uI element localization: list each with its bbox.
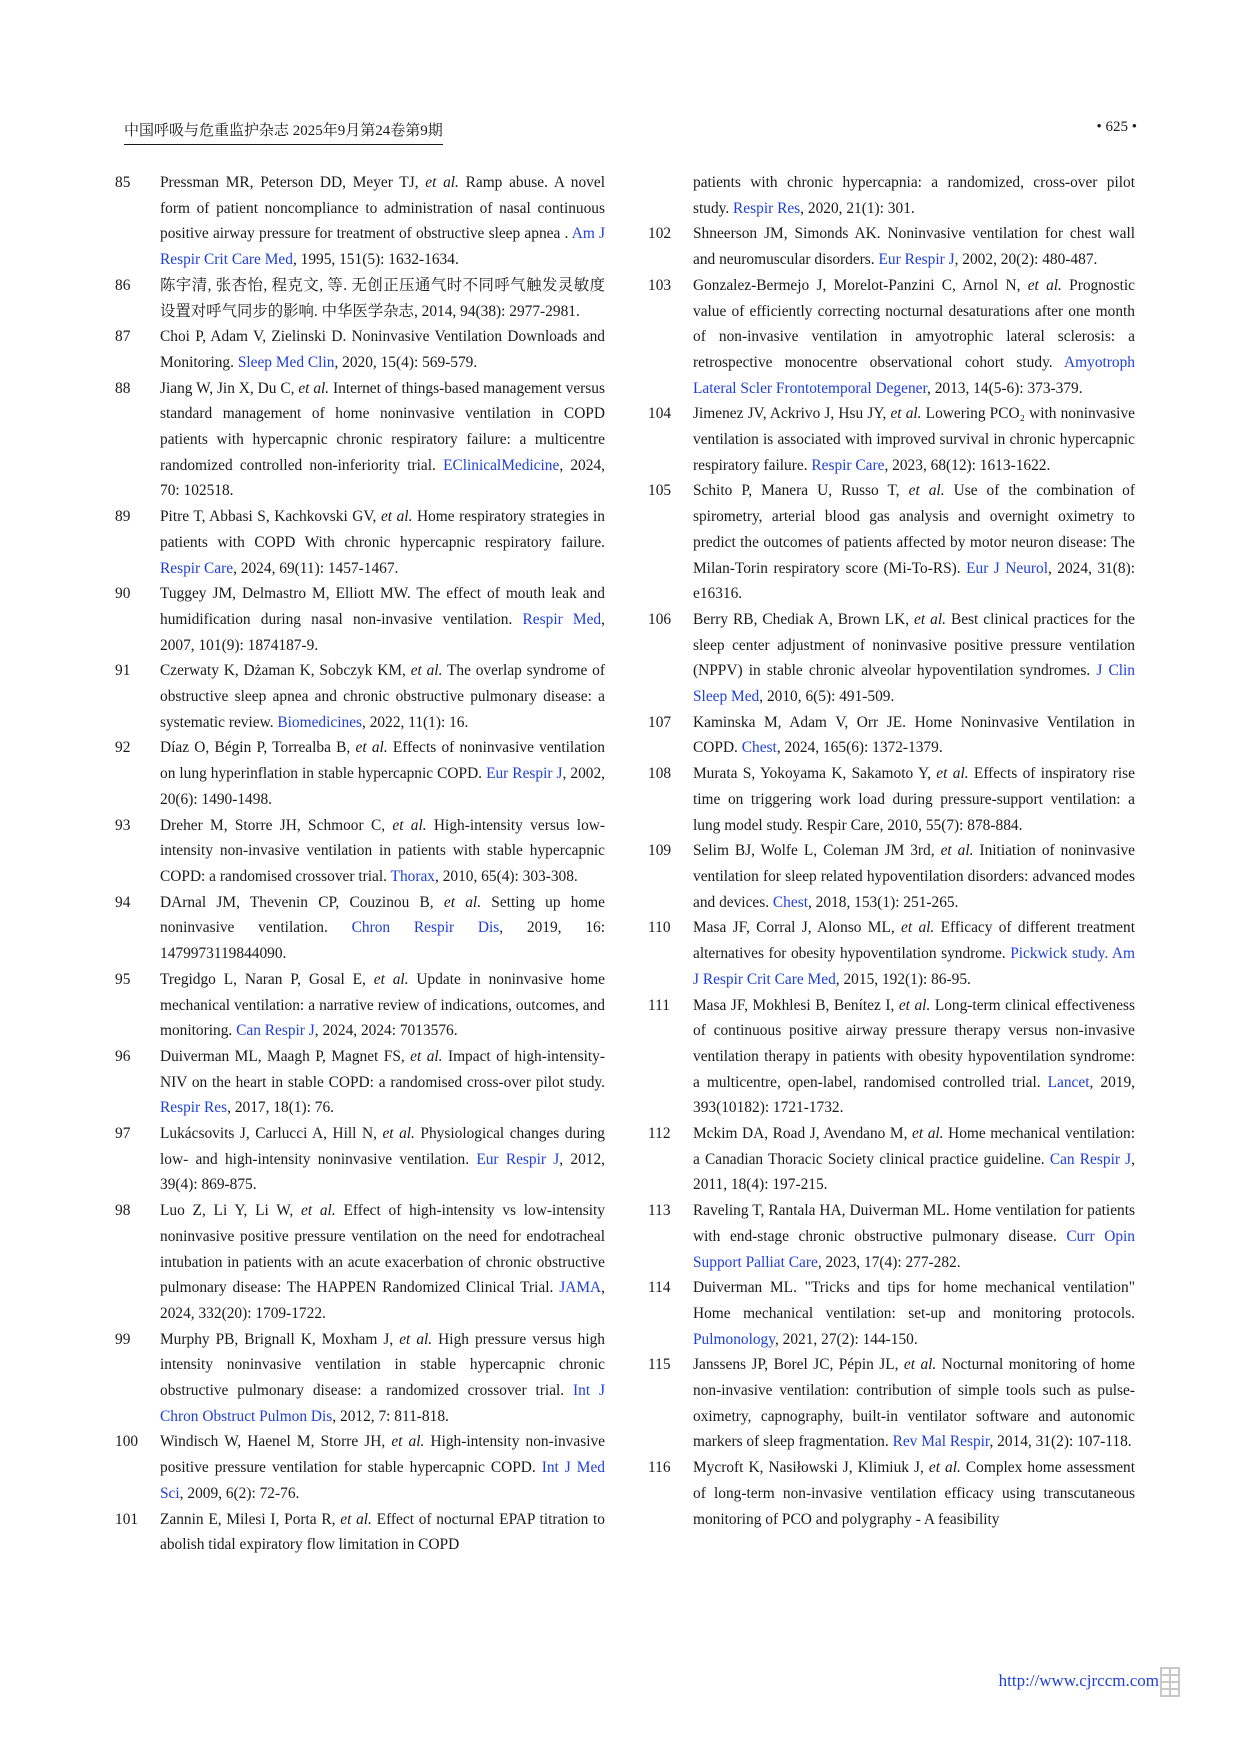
- reference-volume-pages: , 2002, 20(2): 480-487.: [954, 251, 1098, 269]
- reference-entry: [115, 170, 605, 273]
- reference-citation: Windisch W, Haenel M, Storre JH, et al. High-intensity non-invasive positive pressure ventilation for stable hypercapnic COPD.: [160, 1433, 605, 1477]
- reference-text: [693, 273, 1135, 402]
- reference-number: 97: [115, 1125, 131, 1143]
- reference-entry: [648, 273, 1135, 402]
- reference-volume-pages: , 2023, 17(4): 277-282.: [817, 1253, 961, 1271]
- reference-number: 94: [115, 893, 131, 911]
- reference-volume-pages: , 2024, 70: 102518.: [160, 456, 605, 500]
- reference-volume-pages: , 2022, 11(1): 16.: [362, 713, 469, 731]
- journal-link[interactable]: Sleep Med Clin: [237, 353, 335, 371]
- reference-text: [160, 1327, 605, 1430]
- reference-entry: [648, 761, 1135, 838]
- reference-text: [693, 1275, 1135, 1352]
- reference-text: [160, 1121, 605, 1198]
- reference-entry: [115, 890, 605, 967]
- journal-link[interactable]: Pulmonology: [693, 1330, 775, 1348]
- reference-volume-pages: , 2024, 31(8): e16316.: [693, 559, 1135, 603]
- journal-link[interactable]: Chest: [772, 893, 808, 911]
- reference-volume-pages: , 2011, 18(4): 197-215.: [693, 1150, 1135, 1194]
- reference-number: 98: [115, 1202, 131, 1220]
- reference-number: 104: [648, 405, 672, 423]
- reference-volume-pages: , 2007, 101(9): 1874187-9.: [160, 610, 605, 654]
- journal-link[interactable]: Chest: [741, 739, 777, 757]
- journal-title: 中国呼吸与危重监护杂志 2025年9月第24卷第9期: [124, 119, 443, 145]
- reference-text: [160, 324, 605, 375]
- reference-number: 105: [648, 482, 672, 500]
- reference-text: [693, 607, 1135, 710]
- reference-text: [160, 1198, 605, 1327]
- reference-volume-pages: , 2023, 68(12): 1613-1622.: [884, 456, 1051, 474]
- reference-number: 86: [115, 276, 131, 294]
- reference-entry: [648, 170, 1135, 221]
- reference-text: [693, 1121, 1135, 1198]
- reference-volume-pages: , 2024, 332(20): 1709-1722.: [160, 1279, 605, 1322]
- reference-citation: Duiverman ML. "Tricks and tips for home mechanical ventilation" Home mechanical ventilation: set-up and monitoring protocols.: [693, 1279, 1135, 1322]
- reference-entry: [648, 607, 1135, 710]
- journal-link[interactable]: JAMA: [559, 1279, 602, 1297]
- reference-number: 116: [648, 1459, 671, 1477]
- reference-volume-pages: , 2021, 27(2): 144-150.: [774, 1330, 918, 1348]
- reference-volume-pages: , 2012, 7: 811-818.: [332, 1407, 449, 1425]
- reference-number: 113: [648, 1202, 671, 1220]
- reference-entry: [648, 838, 1135, 915]
- reference-entry: [115, 967, 605, 1044]
- journal-link[interactable]: Respir Res: [733, 199, 801, 217]
- reference-number: 99: [115, 1330, 131, 1348]
- reference-volume-pages: , 2024, 165(6): 1372-1379.: [776, 739, 943, 757]
- reference-citation: patients with chronic hypercapnia: a randomized, cross-over pilot study.: [693, 174, 1135, 217]
- reference-citation: Zannin E, Milesi I, Porta R, et al. Effect of nocturnal EPAP titration to abolish tidal expiratory flow limitation in COPD: [160, 1510, 606, 1554]
- reference-number: 87: [115, 328, 131, 346]
- reference-volume-pages: , 2017, 18(1): 76.: [227, 1099, 334, 1117]
- reference-number: 114: [648, 1279, 671, 1297]
- reference-number: 115: [648, 1356, 671, 1374]
- reference-volume-pages: , 2010, 65(4): 303-308.: [435, 867, 578, 885]
- reference-volume-pages: , 2018, 153(1): 251-265.: [807, 893, 959, 911]
- reference-text: [693, 710, 1135, 761]
- reference-citation: Schito P, Manera U, Russo T, et al. Use of the combination of spirometry, arterial blood gas analysis and overnight oximetry to predict the outcomes of patients affected by motor neuron disease: The Milan-Torin respiratory score (Mi-To-RS).: [693, 482, 1135, 577]
- reference-volume-pages: , 2019, 16: 1479973119844090.: [160, 919, 605, 963]
- reference-entry: [115, 658, 605, 735]
- reference-citation: Jimenez JV, Ackrivo J, Hsu JY, et al. Lowering PCO₂ with noninvasive ventilation is associated with improved survival in chronic hypercapnic respiratory failure.: [693, 405, 1135, 474]
- reference-text: [160, 581, 605, 658]
- reference-entry: [648, 1121, 1135, 1198]
- reference-volume-pages: , 2010, 6(5): 491-509.: [759, 688, 895, 706]
- reference-number: 88: [115, 379, 131, 397]
- reference-citation: 陈宇清, 张杏怡, 程克文, 等. 无创正压通气时不同呼气触发灵敏度设置对呼气同步的影响. 中华医学杂志, 2014, 94(38): 2977-2981.: [160, 276, 605, 320]
- journal-link[interactable]: Respir Res: [160, 1099, 228, 1117]
- journal-link[interactable]: J Clin Sleep Med: [693, 662, 1135, 706]
- reference-volume-pages: , 2009, 6(2): 72-76.: [179, 1484, 300, 1502]
- reference-entry: [648, 478, 1135, 607]
- reference-number: 102: [648, 225, 672, 243]
- journal-link[interactable]: Thorax: [390, 867, 435, 885]
- reference-citation: DArnal JM, Thevenin CP, Couzinou B, et al. Setting up home noninvasive ventilation.: [160, 893, 605, 937]
- reference-number: 90: [115, 585, 131, 603]
- reference-text: [693, 761, 1135, 838]
- journal-link[interactable]: Eur J Neurol: [966, 559, 1048, 577]
- reference-volume-pages: , 2020, 15(4): 569-579.: [334, 353, 478, 371]
- reference-entry: [115, 735, 605, 812]
- reference-number: 103: [648, 276, 672, 294]
- journal-link[interactable]: Curr Opin Support Palliat Care: [693, 1227, 1135, 1271]
- reference-citation: Mycroft K, Nasiłowski J, Klimiuk J, et al. Complex home assessment of long-term non-invasive ventilation efficacy using transcutaneous monitoring of PCO and polygraphy - A feasibility: [693, 1459, 1136, 1528]
- reference-number: 96: [115, 1047, 131, 1065]
- reference-number: 100: [115, 1433, 139, 1451]
- reference-entry: [648, 915, 1135, 992]
- reference-number: 106: [648, 610, 672, 628]
- reference-citation: Mckim DA, Road J, Avendano M, et al. Home mechanical ventilation: a Canadian Thoracic Society clinical practice guideline.: [693, 1125, 1135, 1168]
- reference-number: 93: [115, 816, 131, 834]
- reference-number: 109: [648, 842, 672, 860]
- journal-link[interactable]: Respir Care: [811, 456, 885, 474]
- reference-entry: [648, 1455, 1135, 1532]
- journal-link[interactable]: Respir Care: [160, 559, 234, 577]
- reference-text: [160, 658, 605, 735]
- journal-link[interactable]: Amyotroph Lateral Scler Frontotemporal Degener: [693, 353, 1135, 397]
- reference-number: 95: [115, 970, 131, 988]
- reference-number: 92: [115, 739, 131, 757]
- journal-link[interactable]: Chron Respir Dis: [351, 919, 500, 937]
- reference-entry: [115, 1198, 605, 1327]
- reference-entry: [115, 581, 605, 658]
- reference-volume-pages: , 2012, 39(4): 869-875.: [160, 1150, 606, 1194]
- reference-text: [160, 735, 605, 812]
- reference-citation: Selim BJ, Wolfe L, Coleman JM 3rd, et al. Initiation of noninvasive ventilation for sleep related hypoventilation disorders: advanced modes and devices.: [693, 842, 1135, 911]
- reference-citation: Dreher M, Storre JH, Schmoor C, et al. High-intensity versus low-intensity non-invasive ventilation in patients with stable hypercapnic COPD: a randomised crossover trial.: [160, 816, 606, 885]
- reference-number: 85: [115, 174, 131, 191]
- reference-column-left: [115, 170, 605, 1558]
- reference-citation: Murata S, Yokoyama K, Sakamoto Y, et al. Effects of inspiratory rise time on triggering work load during pressure-support ventilation: a lung model study. Respir Care, 2010, 55(7): 878-884.: [693, 765, 1135, 834]
- reference-citation: Raveling T, Rantala HA, Duiverman ML. Home ventilation for patients with end-stage chronic obstructive pulmonary disease.: [693, 1202, 1135, 1245]
- reference-volume-pages: , 2020, 21(1): 301.: [800, 199, 915, 217]
- reference-entry: [648, 1352, 1135, 1455]
- reference-number: [648, 170, 693, 221]
- reference-entry: [115, 273, 605, 324]
- reference-number: 111: [648, 996, 670, 1014]
- reference-text: [693, 401, 1135, 478]
- reference-text: [160, 890, 605, 967]
- reference-volume-pages: , 2024, 2024: 7013576.: [314, 1022, 458, 1040]
- journal-link[interactable]: Int J Chron Obstruct Pulmon Dis: [160, 1382, 605, 1425]
- journal-link[interactable]: Respir Med: [522, 610, 602, 628]
- journal-link[interactable]: Eur Respir J: [476, 1150, 560, 1168]
- journal-link[interactable]: Rev Mal Respir: [892, 1433, 990, 1451]
- reference-column-right: [648, 170, 1135, 1532]
- reference-citation: Masa JF, Corral J, Alonso ML, et al. Efficacy of different treatment alternatives for obesity hypoventilation syndrome.: [693, 919, 1135, 963]
- reference-citation: Luo Z, Li Y, Li W, et al. Effect of high-intensity vs low-intensity noninvasive positive pressure ventilation on the need for endotracheal intubation in patients with an acute exacerbation of chronic obstructive pulmonary disease: The HAPPEN Randomized Clinical Trial.: [160, 1202, 605, 1297]
- reference-text: [693, 838, 1135, 915]
- reference-entry: [115, 1327, 605, 1430]
- reference-citation: Janssens JP, Borel JC, Pépin JL, et al. Nocturnal monitoring of home non-invasive ventilation: contribution of simple tools such as pulse-oximetry, capnography, built-in ventilator software and autonomic markers of sleep fragmentation.: [693, 1356, 1135, 1451]
- reference-text: [693, 1198, 1135, 1275]
- reference-text: [160, 813, 605, 890]
- reference-citation: Kaminska M, Adam V, Orr JE. Home Noninvasive Ventilation in COPD.: [693, 713, 1135, 757]
- reference-text: [160, 967, 605, 1044]
- journal-logo-icon: [1159, 1666, 1181, 1698]
- reference-volume-pages: , 2014, 31(2): 107-118.: [989, 1433, 1132, 1451]
- reference-entry: [115, 1507, 605, 1558]
- reference-entry: [648, 1275, 1135, 1352]
- reference-entry: [648, 401, 1135, 478]
- reference-entry: [115, 1121, 605, 1198]
- reference-entry: [648, 1198, 1135, 1275]
- reference-text: [693, 1352, 1135, 1455]
- reference-text: [160, 1044, 605, 1121]
- reference-text: [160, 1429, 605, 1506]
- reference-citation: Pressman MR, Peterson DD, Meyer TJ, et al. Ramp abuse. A novel form of patient noncompliance to administration of nasal continuous positive airway pressure for treatment of obstructive sleep apnea .: [160, 174, 605, 243]
- reference-citation: Tregidgo L, Naran P, Gosal E, et al. Update in noninvasive home mechanical ventilation: a narrative review of indications, outcomes, and monitoring.: [160, 970, 605, 1040]
- reference-text: [160, 1507, 605, 1558]
- reference-citation: Masa JF, Mokhlesi B, Benítez I, et al. Long-term clinical effectiveness of continuous positive airway pressure therapy versus non-invasive ventilation therapy in patients with obesity hypoventilation syndrome: a multicentre, open-label, randomised controlled trial.: [693, 996, 1136, 1091]
- reference-text: [693, 170, 1135, 221]
- journal-link[interactable]: Eur Respir J: [486, 765, 563, 783]
- journal-link[interactable]: Lancet: [1047, 1073, 1090, 1091]
- reference-text: [160, 504, 605, 581]
- reference-citation: Jiang W, Jin X, Du C, et al. Internet of things-based management versus standard management of home noninvasive ventilation in COPD patients with hypercapnic chronic respiratory failure: a multicentre randomized controlled non-inferiority trial.: [160, 379, 605, 474]
- reference-number: 110: [648, 919, 671, 937]
- reference-volume-pages: , 2019, 393(10182): 1721-1732.: [693, 1073, 1135, 1117]
- reference-number: 112: [648, 1125, 671, 1143]
- journal-link[interactable]: EClinicalMedicine: [443, 456, 560, 474]
- reference-text: [693, 1455, 1135, 1532]
- reference-entry: [115, 1044, 605, 1121]
- reference-entry: [648, 993, 1135, 1122]
- reference-text: [160, 273, 605, 324]
- journal-link[interactable]: Can Respir J: [236, 1022, 315, 1040]
- reference-entry: [648, 710, 1135, 761]
- reference-entry: [115, 1429, 605, 1506]
- reference-entry: [115, 504, 605, 581]
- reference-citation: Díaz O, Bégin P, Torrealba B, et al. Effects of noninvasive ventilation on lung hyperinflation in stable hypercapnic COPD.: [160, 739, 605, 783]
- reference-number: 107: [648, 713, 672, 731]
- reference-citation: Shneerson JM, Simonds AK. Noninvasive ventilation for chest wall and neuromuscular disorders.: [693, 225, 1135, 269]
- reference-citation: Berry RB, Chediak A, Brown LK, et al. Best clinical practices for the sleep center adjustment of noninvasive positive pressure ventilation (NPPV) in stable chronic alveolar hypoventilation syndromes.: [693, 610, 1135, 680]
- reference-number: 101: [115, 1510, 139, 1528]
- page-header: [124, 117, 1137, 147]
- reference-number: 89: [115, 508, 131, 526]
- reference-text: [160, 170, 605, 273]
- reference-citation: Duiverman ML, Maagh P, Magnet FS, et al. Impact of high-intensity-NIV on the heart in stable COPD: a randomised cross-over pilot study.: [160, 1047, 605, 1091]
- reference-entry: [115, 376, 605, 505]
- journal-link[interactable]: Int J Med Sci: [160, 1459, 605, 1502]
- reference-volume-pages: , 2002, 20(6): 1490-1498.: [160, 765, 605, 808]
- reference-entry: [115, 324, 605, 375]
- reference-volume-pages: , 2015, 192(1): 86-95.: [835, 970, 971, 988]
- reference-citation: Choi P, Adam V, Zielinski D. Noninvasive Ventilation Downloads and Monitoring.: [160, 328, 605, 371]
- reference-volume-pages: , 1995, 151(5): 1632-1634.: [292, 251, 459, 269]
- reference-text: [693, 478, 1135, 607]
- reference-volume-pages: , 2013, 14(5-6): 373-379.: [927, 379, 1083, 397]
- journal-link[interactable]: Biomedicines: [277, 713, 363, 731]
- journal-link[interactable]: Am J Respir Crit Care Med: [160, 225, 605, 269]
- reference-citation: Gonzalez-Bermejo J, Morelot-Panzini C, Arnol N, et al. Prognostic value of efficiently correcting nocturnal desaturations after one month of non-invasive ventilation in amyotrophic lateral sclerosis: a retrospective monocentre observational cohort study.: [693, 276, 1135, 371]
- journal-link[interactable]: Pickwick study. Am J Respir Crit Care Med: [693, 945, 1135, 988]
- journal-link[interactable]: Can Respir J: [1049, 1150, 1132, 1168]
- reference-number: 108: [648, 765, 672, 783]
- reference-number: 91: [115, 662, 131, 680]
- reference-citation: Tuggey JM, Delmastro M, Elliott MW. The effect of mouth leak and humidification during nasal non-invasive ventilation.: [160, 585, 605, 628]
- reference-text: [693, 993, 1135, 1122]
- reference-text: [693, 915, 1135, 992]
- reference-text: [160, 376, 605, 505]
- footer-url[interactable]: http://www.cjrccm.com: [998, 1671, 1159, 1690]
- reference-citation: Murphy PB, Brignall K, Moxham J, et al. High pressure versus high intensity noninvasive ventilation in stable hypercapnic chronic obstructive pulmonary disease: a randomized crossover trial.: [160, 1330, 605, 1400]
- reference-entry: [115, 813, 605, 890]
- reference-citation: Pitre T, Abbasi S, Kachkovski GV, et al. Home respiratory strategies in patients with COPD With chronic hypercapnic respiratory failure.: [160, 508, 605, 551]
- reference-citation: Lukácsovits J, Carlucci A, Hill N, et al. Physiological changes during low- and high-intensity noninvasive ventilation.: [160, 1125, 605, 1168]
- reference-text: [693, 221, 1135, 272]
- reference-entry: [648, 221, 1135, 272]
- reference-citation: Czerwaty K, Dżaman K, Sobczyk KM, et al. The overlap syndrome of obstructive sleep apnea and chronic obstructive pulmonary disease: a systematic review.: [160, 662, 605, 731]
- page-number: • 625 •: [1096, 119, 1137, 135]
- reference-volume-pages: , 2024, 69(11): 1457-1467.: [233, 559, 399, 577]
- journal-link[interactable]: Eur Respir J: [878, 251, 955, 269]
